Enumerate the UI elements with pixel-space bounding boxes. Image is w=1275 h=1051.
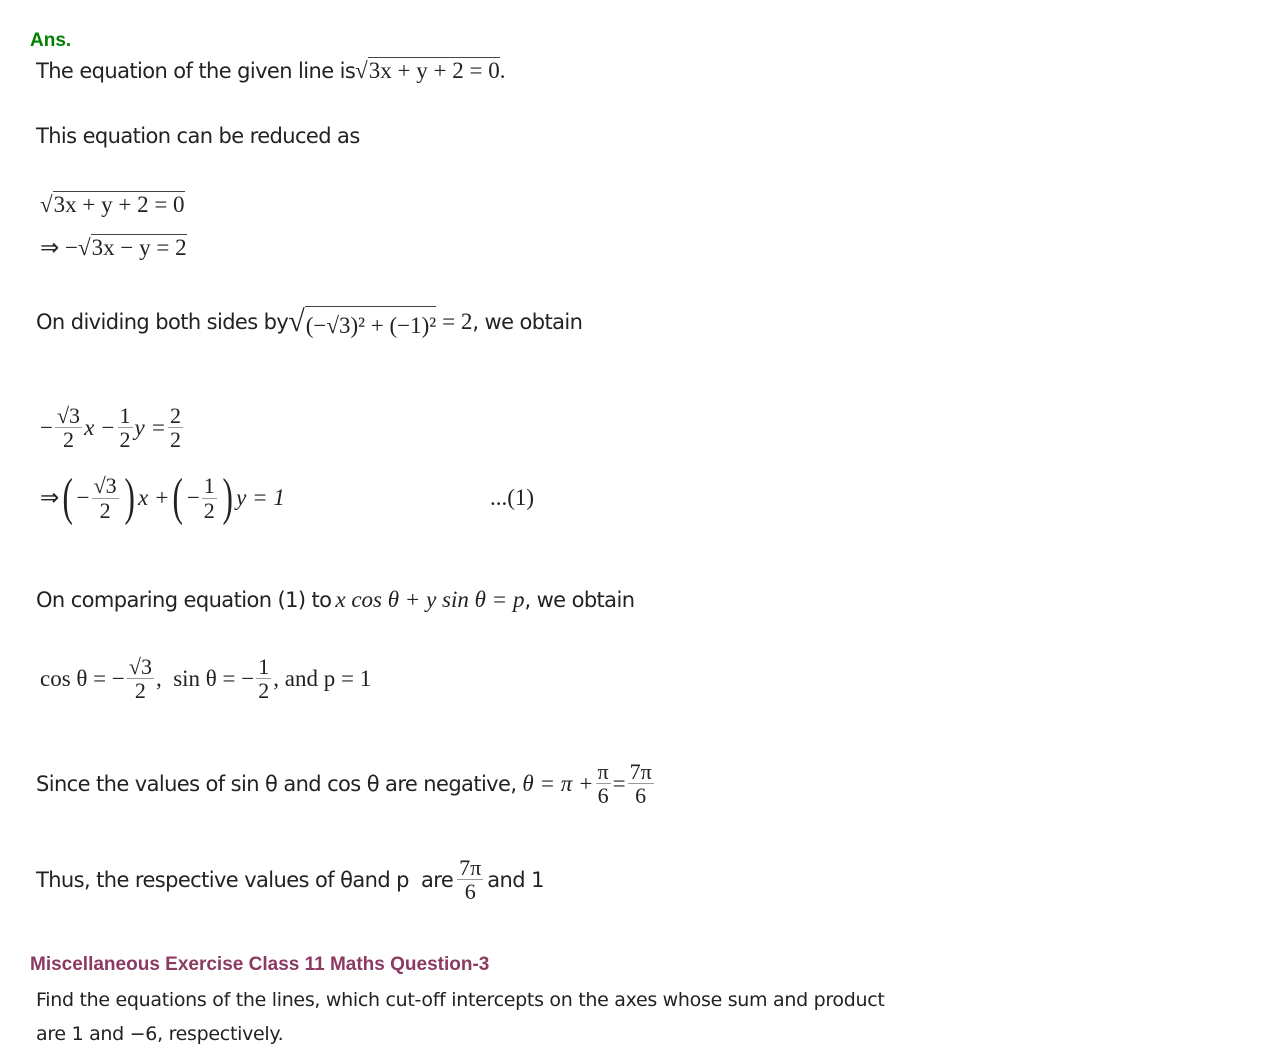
math-expr: x cos θ + y sin θ = p bbox=[335, 587, 525, 612]
text: On dividing both sides by bbox=[36, 310, 289, 334]
equation-3: − $\frac{√3}{2}$ x − $\frac{1}{2}$ y = $\frac{2}{2}$ bbox=[40, 403, 182, 453]
section-heading: Miscellaneous Exercise Class 11 Maths Question-3 bbox=[30, 954, 490, 975]
fraction: $\frac{1}{2}$ bbox=[258, 654, 270, 704]
fraction: $\frac{\pi}{6}$ bbox=[597, 759, 609, 809]
equation-label: ...(1) bbox=[490, 485, 535, 510]
fraction: $\frac{1}{2}$ bbox=[203, 473, 215, 523]
math: , sin θ = − bbox=[155, 665, 255, 691]
math: x + bbox=[138, 485, 170, 510]
answer-label: Ans. bbox=[30, 30, 72, 51]
fraction: $\frac{√3}{2}$ bbox=[93, 473, 117, 523]
math: y = 1 bbox=[236, 485, 285, 510]
math: y = bbox=[134, 414, 167, 440]
line-comparing bbox=[36, 587, 634, 613]
period: . bbox=[499, 58, 506, 83]
text: Since the values of sin θ and cos θ are negative, bbox=[36, 771, 517, 796]
math: cos θ = − bbox=[40, 665, 125, 691]
math-expr: 3x − y = 2 bbox=[91, 235, 187, 260]
line-since bbox=[36, 760, 656, 807]
line-equation-given bbox=[36, 58, 505, 84]
fraction: $\frac{7\pi}{6}$ bbox=[459, 855, 482, 905]
math: √3x + y + 2 = 0 bbox=[355, 58, 500, 83]
math: = bbox=[612, 770, 626, 796]
text: The equation of the given line is bbox=[36, 59, 356, 83]
fraction: $\frac{1}{2}$ bbox=[119, 403, 131, 453]
math: x − bbox=[84, 414, 116, 440]
math: , and p = 1 bbox=[273, 665, 372, 691]
question-line: Find the equations of the lines, which cut-off intercepts on the axes whose sum and product bbox=[36, 989, 885, 1011]
text: This equation can be reduced as bbox=[36, 124, 360, 148]
fraction: $\frac{2}{2}$ bbox=[170, 403, 182, 453]
implies: ⇒ bbox=[40, 485, 60, 510]
question-line: are 1 and −6, respectively. bbox=[36, 1023, 284, 1045]
math-prefix: ⇒ − bbox=[40, 235, 78, 260]
equation-4: ⇒ ( − $\frac{√3}{2}$ ) x + ( − $\frac{1}{2}$ ) y = 1 ...(1) bbox=[40, 469, 535, 526]
text: and 1 bbox=[487, 867, 544, 892]
fraction: $\frac{√3}{2}$ bbox=[128, 654, 152, 704]
math-expr: (−√3)² + (−1)² bbox=[305, 306, 436, 339]
text: Thus, the respective values of θand p are bbox=[36, 867, 454, 892]
values-line bbox=[40, 655, 371, 702]
math-expr: = 2 bbox=[442, 309, 473, 334]
line-thus bbox=[36, 856, 544, 903]
fraction: $\frac{7\pi}{6}$ bbox=[629, 759, 652, 809]
line-reduced bbox=[36, 124, 360, 148]
equation-2: ⇒ − √3x − y = 2 bbox=[40, 235, 187, 260]
fraction: $\frac{√3}{2}$ bbox=[56, 403, 81, 453]
line-dividing: On dividing both sides by √ (−√3)² + (−1)² = 2 , we obtain bbox=[36, 305, 583, 338]
math-expr: 3x + y + 2 = 0 bbox=[53, 192, 185, 217]
equation-1: √3x + y + 2 = 0 bbox=[40, 192, 185, 217]
math-expr: 3x + y + 2 = 0 bbox=[368, 58, 500, 83]
text: On comparing equation (1) to bbox=[36, 588, 332, 612]
math: θ = π + bbox=[522, 770, 594, 796]
text: , we obtain bbox=[472, 310, 583, 334]
text: , we obtain bbox=[524, 588, 635, 612]
